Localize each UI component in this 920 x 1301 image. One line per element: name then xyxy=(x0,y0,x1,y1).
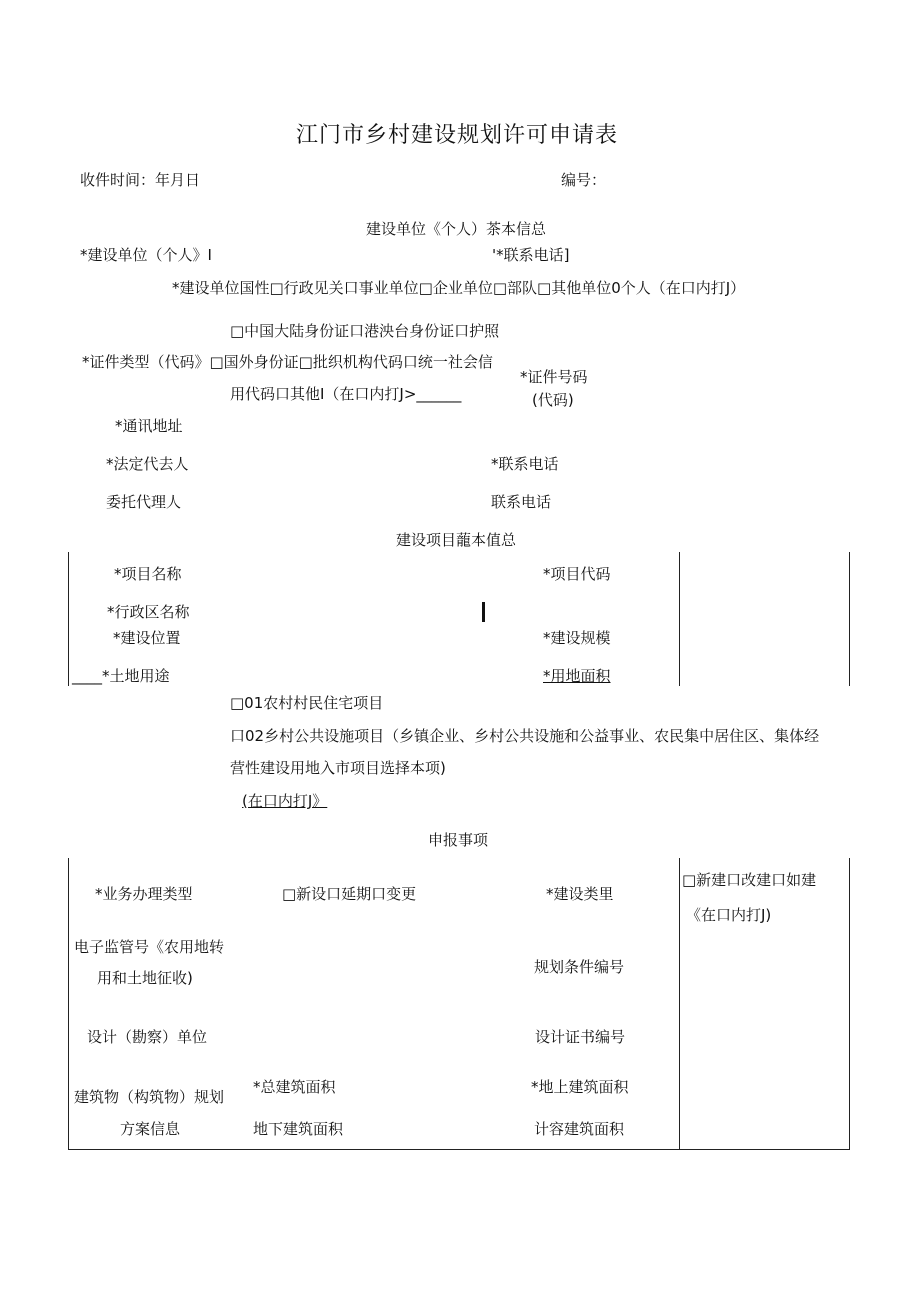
page-title: 江门市乡村建设规划许可申请表 xyxy=(296,123,619,148)
e-supervision-label: 电子监管号《农用地转 xyxy=(74,938,225,956)
text-cursor xyxy=(482,602,485,622)
declaration-table-bottom-border xyxy=(68,1149,850,1150)
planning-condition-label: 规划条件编号 xyxy=(534,958,625,976)
design-certificate-label: 设计证书编号 xyxy=(535,1028,626,1046)
address-label: *通讯地址 xyxy=(115,417,183,435)
business-type-options[interactable]: □新设口延期口变更 xyxy=(282,885,417,903)
business-type-label: *业务办理类型 xyxy=(95,885,193,903)
underground-area-label: 地下建筑面积 xyxy=(253,1120,344,1138)
applicant-unit-nature[interactable]: *建设单位国性□行政见关口事业单位□企业单位□部队□其他单位0个人（在口内打J） xyxy=(172,279,746,297)
legal-rep-label: *法定代去人 xyxy=(106,455,189,473)
declaration-table-right-border xyxy=(849,858,850,1149)
project-code-label: *项目代码 xyxy=(543,565,611,583)
legal-rep-phone-label: *联系电话 xyxy=(491,455,559,473)
applicant-unit-label: *建设单位（个人》I xyxy=(80,246,212,264)
build-scale-label: *建设规模 xyxy=(543,629,611,647)
project-table-right-border xyxy=(849,552,850,686)
id-number-code-label: (代码) xyxy=(532,391,574,409)
district-label: *行政区名称 xyxy=(107,603,190,621)
project-section-heading: 建设项目蘢本值总 xyxy=(396,531,517,549)
land-use-label: ____*土地用途 xyxy=(72,667,170,685)
build-type-options[interactable]: □新建口改建口如建 xyxy=(682,871,817,889)
build-location-label: *建设位置 xyxy=(113,629,181,647)
project-table-divider xyxy=(679,552,680,686)
option-02-continued: 营性建设用地入市项目选择本项) xyxy=(230,759,446,777)
declaration-section-heading: 申报事项 xyxy=(428,831,489,849)
build-type-hint: 《在口内打J) xyxy=(686,906,772,924)
id-type-label[interactable]: *证件类型（代码》□国外身份证□批织机构代码口统一社会信 xyxy=(82,353,493,371)
option-02-checkbox[interactable]: 口02乡村公共设施项目（乡镇企业、乡村公共设施和公益事业、农民集中居住区、集体经 xyxy=(230,727,820,745)
id-type-options-line3[interactable]: 用代码口其他I（在口内打J>______ xyxy=(230,385,462,403)
building-info-label: 建筑物（构筑物）规划 xyxy=(74,1088,225,1106)
applicant-section-heading: 建设单位《个人）茶本信总 xyxy=(366,220,547,238)
id-number-label: *证件号码 xyxy=(520,368,588,386)
far-area-label: 计容建筑面积 xyxy=(534,1120,625,1138)
agent-phone-label: 联系电话 xyxy=(491,493,552,511)
building-info-label-cont: 方案信息 xyxy=(120,1120,181,1138)
project-table-left-border xyxy=(68,552,69,686)
option-hint: (在口内打J》 xyxy=(242,792,328,810)
build-type-label: *建设类里 xyxy=(546,885,614,903)
received-time-label: 收件时间：年月日 xyxy=(80,171,201,189)
serial-number-label: 编号： xyxy=(561,171,607,189)
option-01-checkbox[interactable]: □01农村村民住宅项目 xyxy=(230,694,384,712)
declaration-table-left-border xyxy=(68,858,69,1149)
land-area-label: *用地面积 xyxy=(543,667,611,685)
total-area-label: *总建筑面积 xyxy=(253,1078,336,1096)
agent-label: 委托代理人 xyxy=(106,493,182,511)
e-supervision-label-cont: 用和土地征收) xyxy=(97,969,193,987)
design-unit-label: 设计（勘察）单位 xyxy=(87,1028,208,1046)
project-name-label: *项目名称 xyxy=(114,565,182,583)
applicant-phone-label: '*联系电话] xyxy=(492,246,570,264)
id-type-options-line1[interactable]: □中国大陆身份证口港泱台身份证口护照 xyxy=(230,322,500,340)
above-ground-area-label: *地上建筑面积 xyxy=(531,1078,629,1096)
declaration-table-divider xyxy=(679,858,680,1149)
